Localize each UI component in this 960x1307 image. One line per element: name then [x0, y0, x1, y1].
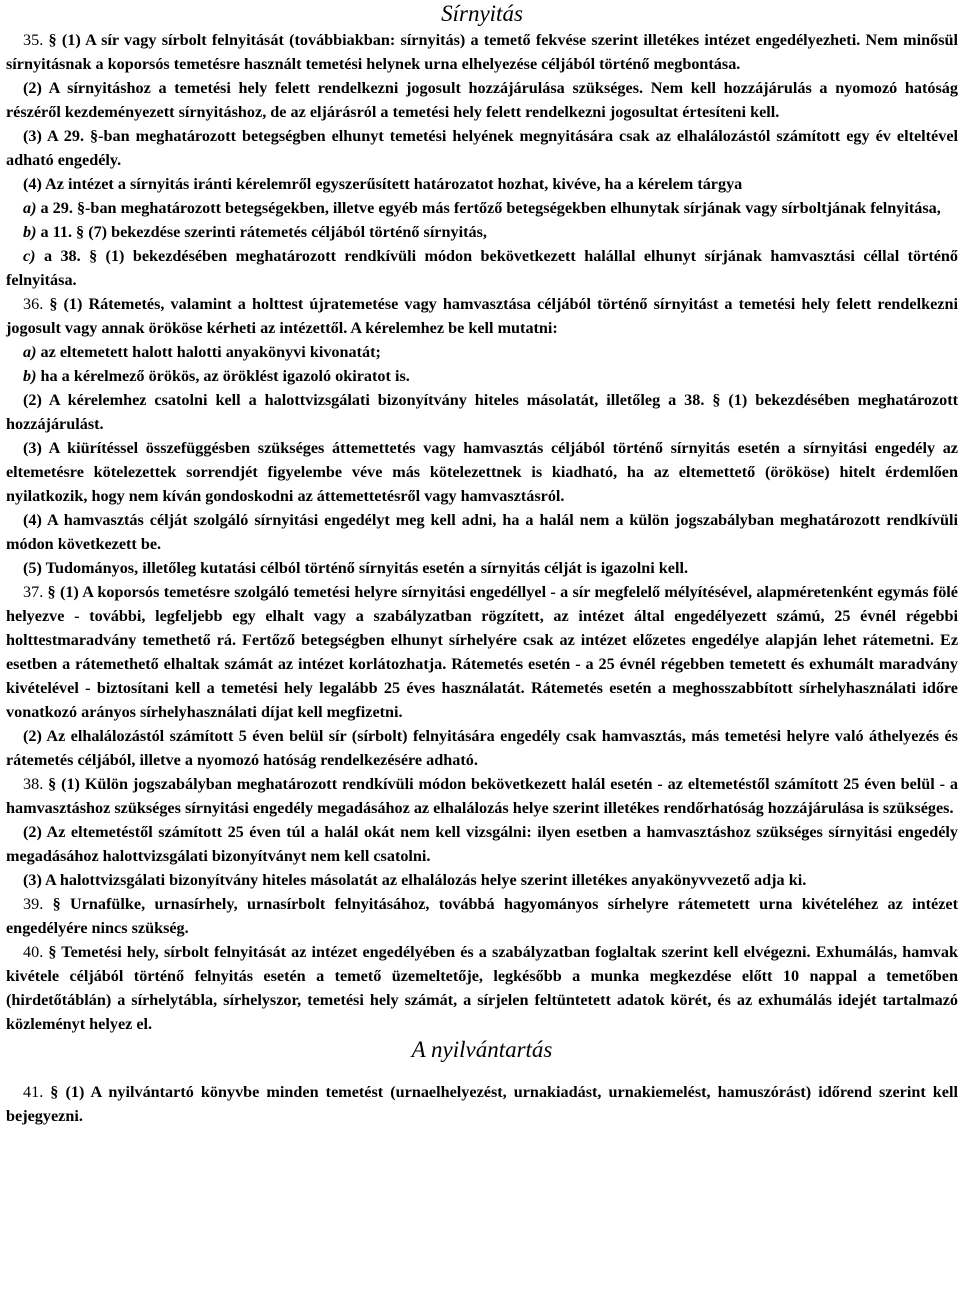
- section-number: 40.: [23, 943, 44, 961]
- section-number: 35.: [23, 31, 44, 49]
- list-text: a 11. § (7) bekezdése szerinti rátemetés céljából történő sírnyitás,: [36, 223, 487, 241]
- list-text: ha a kérelmező örökös, az öröklést igazoló okiratot is.: [36, 367, 410, 385]
- paragraph-35-4: (4) Az intézet a sírnyitás iránti kérelemről egyszerűsített határozatot hozhat, kivéve, ha a kérelem tárgya: [23, 175, 743, 193]
- paragraph-36-2: (2) A kérelemhez csatolni kell a halottvizsgálati bizonyítvány hiteles másolatát, illetőleg a 38. § (1) bekezdésében meghatározott hozzájárulást.: [6, 391, 958, 433]
- paragraph-35-3: (3) A 29. §-ban meghatározott betegségben elhunyt temetési helyének megnyitására csak az elhalálozástól számított egy év elteltével adható engedély.: [6, 127, 958, 169]
- list-text: a 29. §-ban meghatározott betegségekben, illetve egyéb más fertőző betegségekben elhunytak sírjának vagy sírboltjának felnyitása,: [36, 199, 941, 217]
- document-page: [6, 0, 958, 1128]
- section-number: 37.: [23, 583, 44, 601]
- list-label: c): [23, 247, 36, 265]
- paragraph-35: [6, 28, 958, 76]
- paragraph-38-2: (2) Az eltemetéstől számított 25 éven túl a halál okát nem kell vizsgálni: ilyen esetben a hamvasztáshoz szükséges sírnyitási engedély megadásához halottvizsgálati bizonyítványt nem kell csatolni.: [6, 823, 958, 865]
- section-title-nyilvantartas: A nyilvántartás: [411, 1037, 553, 1062]
- list-label: a): [23, 199, 37, 217]
- paragraph-35-2: (2) A sírnyitáshoz a temetési hely felett rendelkezni jogosult hozzájárulása szükséges. Nem kell hozzájárulás a nyomozó hatóság részéről kezdeményezett sírnyitáshoz, de az eljárásról a temetési hely felett rendelkezni jogosultat értesíteni kell.: [6, 79, 958, 121]
- paragraph-text: § Temetési hely, sírbolt felnyitását az intézet engedélyében és a szabályzatban foglaltak szerint kell elvégezni. Exhumálás, hamvak kivétele céljából történő felnyitás esetén a temető üzemeltetője, legkésőbb a munka megkezdése előtt 10 nappal a temetőben (hirdetőtáblán) a sírhelytábla, sírhelyszor, temetési hely számát, a sírjelen feltüntetett adatok körét, és az exhumálás idejét tartalmazó közleményt helyez el.: [6, 943, 958, 1033]
- list-text: az eltemetett halott halotti anyakönyvi kivonatát;: [36, 343, 381, 361]
- list-label: a): [23, 343, 37, 361]
- list-label: b): [23, 367, 37, 385]
- paragraph-41: [6, 1080, 958, 1128]
- section-number: 41.: [23, 1083, 44, 1101]
- section-number: 39.: [23, 895, 44, 913]
- paragraph-text: § Urnafülke, urnasírhely, urnasírbolt felnyitásához, továbbá hagyományos sírhelyre rátemetett urna kivételéhez az intézet engedélyére nincs szükség.: [6, 895, 958, 937]
- paragraph-36-4: (4) A hamvasztás célját szolgáló sírnyitási engedélyt meg kell adni, ha a halál nem a külön jogszabályban meghatározott rendkívüli módon következett be.: [6, 511, 958, 553]
- section-number: 38.: [23, 775, 44, 793]
- section-number: 36.: [23, 295, 44, 313]
- list-item-a: [6, 340, 958, 364]
- paragraph-39: [6, 892, 958, 940]
- list-item-b: [6, 220, 958, 244]
- paragraph-text: § (1) A nyilvántartó könyvbe minden temetést (urnaelhelyezést, urnakiadást, urnakiemelést, hamuszórást) időrend szerint kell bejegyezni.: [6, 1083, 958, 1125]
- paragraph-text: § (1) Rátemetés, valamint a holttest újratemetése vagy hamvasztása céljából történő sírnyitást a temetési hely felett rendelkezni jogosult vagy annak örököse kérheti az intézettől. A kérelemhez be kell mutatni:: [6, 295, 958, 337]
- list-item-a: [6, 196, 958, 220]
- paragraph-40: [6, 940, 958, 1036]
- paragraph-text: § (1) A koporsós temetésre szolgáló temetési helyre sírnyitási engedéllyel - a sír megfelelő mélyítésével, alapméretenként egymás fölé helyezve - további, legfeljebb egy elhalt vagy a szabályzatban rögzített, az intézet által engedélyezett számú, 25 évnél régebbi holttestmaradvány temethető rá. Fertőző betegségben elhunyt sírhelyére csak az intézet előzetes engedélye alapján lehet rátemetni. Ez esetben a rátemethető elhaltak számát az intézet korlátozhatja. Rátemetés esetén - a 25 évnél régebben temetett és exhumált maradvány kivételével - biztosítani kell a temetési hely legalább 25 éves használatát. Rátemetés esetén a meghosszabbított sírhelyhasználati időre vonatkozó arányos sírhelyhasználati díjat kell megfizetni.: [6, 583, 958, 721]
- section-title-sirnyitas: Sírnyitás: [441, 1, 523, 26]
- paragraph-36-5: (5) Tudományos, illetőleg kutatási célból történő sírnyitás esetén a sírnyitás célját is igazolni kell.: [23, 559, 689, 577]
- paragraph-37: [6, 580, 958, 724]
- list-item-c: [6, 244, 958, 292]
- paragraph-38-3: (3) A halottvizsgálati bizonyítvány hiteles másolatát az elhalálozás helye szerint illetékes anyakönyvvezető adja ki.: [23, 871, 807, 889]
- list-label: b): [23, 223, 37, 241]
- paragraph-36: [6, 292, 958, 340]
- list-item-b: [6, 364, 958, 388]
- paragraph-text: § (1) Külön jogszabályban meghatározott rendkívüli módon bekövetkezett halál esetén - az eltemetéstől számított 25 éven belül - a hamvasztáshoz szükséges sírnyitási engedély megadásához az elhalálozás helye szerint illetékes rendőrhatóság hozzájárulása is szükséges.: [6, 775, 958, 817]
- paragraph-text: § (1) A sír vagy sírbolt felnyitását (továbbiakban: sírnyitás) a temető fekvése szerint illetékes intézet engedélyezheti. Nem minősül sírnyitásnak a koporsós temetésre használt temetési helynek urna elhelyezése céljából történő megbontása.: [6, 31, 958, 73]
- paragraph-38: [6, 772, 958, 820]
- paragraph-37-2: (2) Az elhalálozástól számított 5 éven belül sír (sírbolt) felnyitására engedély csak hamvasztás, más temetési helyre való áthelyezés és rátemetés céljából, illetve a nyomozó hatóság rendelkezésére adható.: [6, 727, 958, 769]
- paragraph-36-3: (3) A kiürítéssel összefüggésben szükséges áttemettetés vagy hamvasztás céljából történő sírnyitás esetén a sírnyitási engedély az eltemetésre kötelezettek sorrendjét figyelembe véve más kötelezettnek is kiadható, ha az eltemettető (örököse) hitelt érdemlően nyilatkozik, hogy nem kíván gondoskodni az áttemettetésről vagy hamvasztásról.: [6, 439, 958, 505]
- list-text: a 38. § (1) bekezdésében meghatározott rendkívüli módon bekövetkezett halállal elhunyt sírjának hamvasztási céllal történő felnyitása.: [6, 247, 958, 289]
